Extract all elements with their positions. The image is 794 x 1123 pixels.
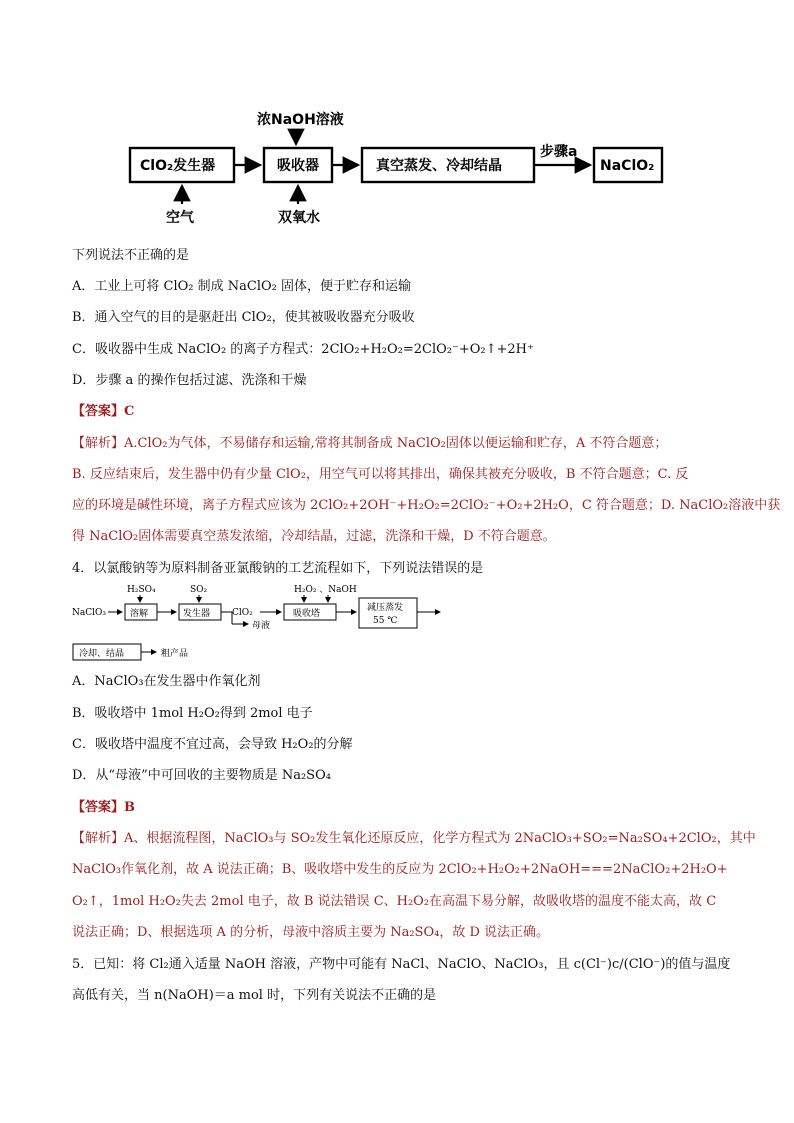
- evaporation-label: 真空蒸发、冷却结晶: [376, 158, 502, 174]
- h2o2-input-label: 双氧水: [278, 210, 320, 226]
- mother-liquor-label: 母液: [252, 621, 271, 631]
- q4-option-c: C．吸收塔中温度不宜过高，会导致 H₂O₂的分解: [72, 737, 353, 752]
- q3-analysis-line-2: B. 反应结束后，发生器中仍有少量 ClO₂，用空气可以将其排出，确保其被充分吸收，B 不符合题意；C. 反: [72, 467, 689, 482]
- q4-analysis-line-2: NaClO₃作氧化剂，故 A 说法正确；B、吸收塔中发生的反应为 2ClO₂+H₂O₂+2NaOH===2NaClO₂+2H₂O+: [72, 862, 728, 877]
- q5-stem-line-1: 5．已知：将 Cl₂通入适量 NaOH 溶液，产物中可能有 NaCl、NaClO、NaClO₃，且 c(Cl⁻)c/(ClO⁻)的值与温度: [72, 957, 731, 972]
- q3-analysis-line-3: 应的环境是碱性环境，离子方程式应该为 2ClO₂+2OH⁻+H₂O₂=2ClO₂⁻+O₂+2H₂O，C 符合题意；D. NaClO₂溶液中获: [72, 498, 781, 513]
- absorber-label: 吸收器: [277, 158, 319, 174]
- so2-label: SO₂: [190, 585, 208, 595]
- clo2-generator-label: ClO₂发生器: [140, 158, 216, 174]
- q4-analysis-line-3: O₂↑，1mol H₂O₂失去 2mol 电子，故 B 说法错误 C、H₂O₂在高温下易分解，故吸收塔的温度不能太高，故 C: [72, 894, 717, 909]
- q4-answer: 【答案】B: [72, 800, 135, 815]
- h2o2-naoh-label: H₂O₂ 、NaOH: [294, 585, 357, 595]
- crude-product-label: 粗产品: [161, 649, 189, 659]
- q3-analysis-line-4: 得 NaClO₂固体需要真空蒸发浓缩，冷却结晶，过滤，洗涤和干燥，D 不符合题意。: [72, 529, 556, 544]
- step-a-label: 步骤a: [540, 144, 578, 160]
- dissolve-label: 溶解: [130, 609, 149, 619]
- q3-analysis-line-1: 【解析】A.ClO₂为气体，不易储存和运输,常将其制备成 NaClO₂固体以便运输和贮存，A 不符合题意；: [72, 436, 668, 451]
- q4-analysis-line-1: 【解析】A、根据流程图，NaClO₃与 SO₂发生氧化还原反应，化学方程式为 2NaClO₃+SO₂=Na₂SO₄+2ClO₂，其中: [72, 831, 756, 846]
- q4-process-flow-diagram: [72, 582, 452, 664]
- naclo2-label: NaClO₂: [600, 158, 655, 174]
- naoh-input-label: 浓NaOH溶液: [257, 112, 344, 128]
- q4-option-d: D．从“母液”中可回收的主要物质是 Na₂SO₄: [72, 768, 331, 783]
- naclo3-label: NaClO₃: [72, 608, 106, 618]
- generator-label: 发生器: [183, 609, 211, 619]
- h2so4-label: H₂SO₄: [127, 585, 156, 595]
- q4-analysis-line-4: 说法正确；D、根据选项 A 的分析，母液中溶质主要为 Na₂SO₄，故 D 说法正确。: [72, 925, 550, 940]
- q4-option-a: A．NaClO₃在发生器中作氧化剂: [72, 674, 261, 689]
- absorption-tower-label: 吸收塔: [293, 609, 321, 619]
- q5-stem-line-2: 高低有关，当 n(NaOH)＝a mol 时，下列有关说法不正确的是: [72, 988, 437, 1003]
- vacuum-evap-temp: 55 ℃: [373, 616, 398, 626]
- q3-answer: 【答案】C: [72, 404, 135, 419]
- q3-option-d: D．步骤 a 的操作包括过滤、洗涤和干燥: [72, 373, 307, 388]
- q3-option-c: C．吸收器中生成 NaClO₂ 的离子方程式：2ClO₂+H₂O₂=2ClO₂⁻+O₂↑+2H⁺: [72, 342, 534, 357]
- q3-stem: 下列说法不正确的是: [72, 248, 190, 263]
- cool-crystallize-label: 冷却、结晶: [79, 649, 125, 659]
- q3-option-a: A．工业上可将 ClO₂ 制成 NaClO₂ 固体，便于贮存和运输: [72, 279, 411, 294]
- vacuum-evap-label: 减压蒸发: [367, 603, 404, 613]
- flowchart-naclo2-production: [120, 108, 680, 230]
- air-input-label: 空气: [166, 210, 194, 226]
- q4-stem: 4．以氯酸钠等为原料制备亚氯酸钠的工艺流程如下，下列说法错误的是: [72, 561, 484, 576]
- q4-option-b: B．吸收塔中 1mol H₂O₂得到 2mol 电子: [72, 706, 313, 721]
- q3-option-b: B．通入空气的目的是驱赶出 ClO₂，使其被吸收器充分吸收: [72, 310, 415, 325]
- clo2-label: ClO₂: [232, 608, 253, 618]
